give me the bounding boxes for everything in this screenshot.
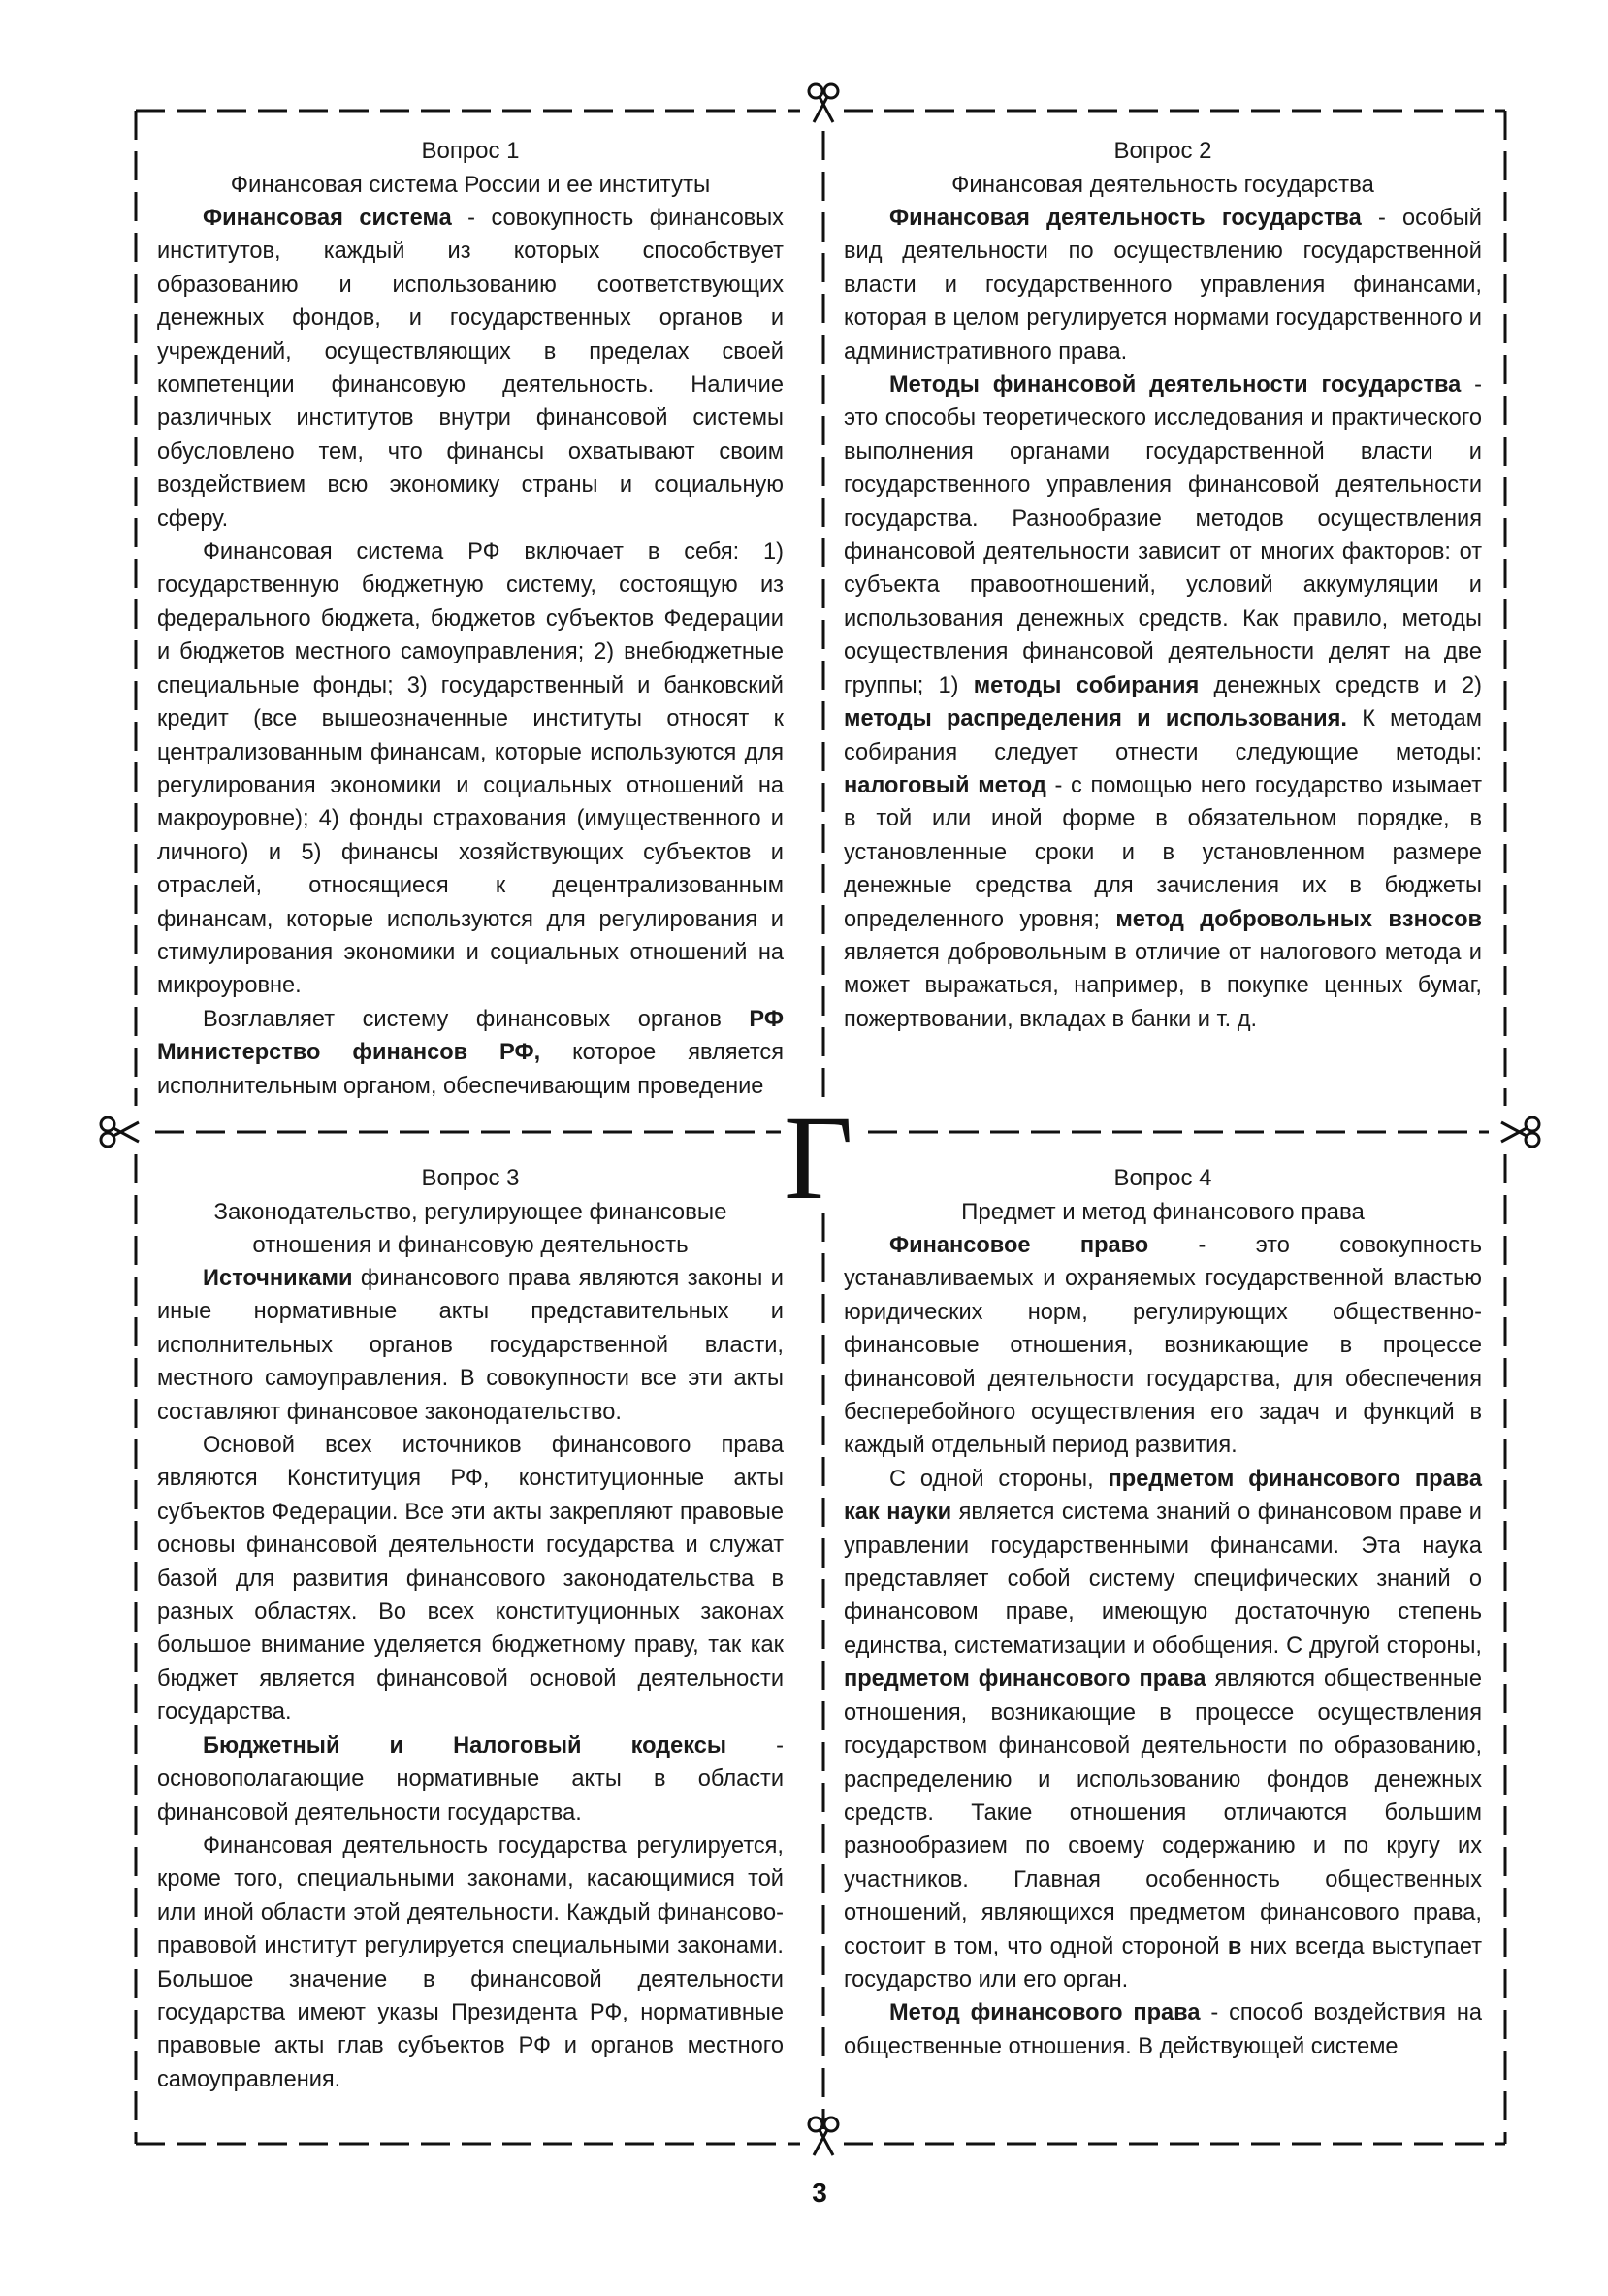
term: РФ Министерство финансов РФ, [157,1006,784,1066]
paragraph [844,1463,1482,1997]
paragraph [844,369,1482,1036]
term: в [1227,1933,1242,1959]
text: Возглавляет систему финансовых органов [203,1006,750,1032]
question-card-2 [844,134,1482,1036]
paragraph [157,1262,784,1429]
question-card-3 [157,1161,784,2096]
paragraph [844,202,1482,369]
paragraph [157,1003,784,1103]
paragraph [157,1730,784,1829]
question-number: Вопрос 2 [1113,138,1212,164]
text: - это совокупность устанавливаемых и охраняемых государственной властью юридических норм, регулирующих общественно-финансовые отношения, возникающие в процессе финансовой деятельности государства, для обеспечения бесперебойного осуществления его задач и функций в каждый отдельный период развития. [844,1233,1482,1459]
term: налоговый метод [844,772,1046,798]
question-title: Финансовая система России и ее институты [230,172,711,198]
text: - способ воздействия на общественные отношения. В действующей системе [844,2000,1482,2059]
term: методы собирания [973,672,1200,698]
term: методы распределения и использования. [844,706,1347,732]
term: Финансовая деятельность государства [889,206,1362,231]
text: - основополагающие нормативные акты в области финансовой деятельности государства. [157,1732,784,1826]
term: предметом финансового права [844,1666,1206,1693]
text: - это способы теоретического исследования и практического выполнения органами государственной власти и государственного управления финансовой деятельности государства. Разнообразие методов осуществления финансовой деятельности зависит от многих факторов: от субъекта правоотношений, условий аккумуляции и использования денежных средств. Как правило, методы осуществления финансовой деятельности делят на две группы; 1) [844,372,1482,698]
question-title: Законодательство, регулирующее финансовые отношения и финансовую деятельность [213,1199,727,1258]
question-card-4 [844,1161,1482,2063]
text: являются общественные отношения, возникающие в процессе осуществления государством финансовой деятельности по образованию, распределению и использованию фондов денежных средств. Такие отношения отличаются большим разнообразием по своему содержанию и по кругу их участников. Главная особенность общественных отношений, являющихся предметом финансового права, состоит в том, что одной стороной [844,1666,1482,1959]
text: является добровольным в отличие от налогового метода и может выражаться, например, в покупке ценных бумаг, пожертвовании, вкладах в банки и т. д. [844,939,1482,1032]
term: Методы финансовой деятельности государства [889,372,1462,399]
question-title: Предмет и метод финансового права [961,1199,1365,1225]
page-number: 3 [812,2178,827,2208]
term: Источниками [203,1266,353,1291]
text: - совокупность финансовых институтов, каждый из которых способствует образованию и использованию соответствующих денежных фондов, и государственных органов и учреждений, осуществляющих в пределах своей компетенции финансовую деятельность. Наличие различных институтов внутри финансовой системы обусловлено тем, что финансы охватывают своим воздействием всю экономику страны и социальную сферу. [157,206,784,532]
text: С одной стороны, [889,1466,1109,1492]
question-number: Вопрос 1 [421,138,520,164]
paragraph [157,202,784,535]
paragraph [844,1996,1482,2063]
text: которое является исполнительным органом, обеспечивающим проведение [157,1040,784,1099]
question-number: Вопрос 4 [1113,1165,1212,1191]
term: предметом финансового права как науки [844,1466,1483,1526]
question-title: Финансовая деятельность государства [951,172,1374,198]
text: К методам собирания следует отнести следующие методы: [844,706,1482,765]
text: - с помощью него государство изымает в той или иной форме в обязательном порядке, в установленные сроки и в установленном размере денежные средства для зачисления их в бюджеты определенного уровня; [844,772,1482,932]
term: Финансовое право [889,1233,1149,1258]
term: Финансовая система [203,206,452,231]
paragraph [844,1229,1482,1463]
section-letter: Г [784,1091,853,1224]
term: Метод финансового права [889,2000,1201,2026]
text: является система знаний о финансовом праве и управлении государственными финансами. Эта наука представляет собой систему специфических знаний о финансовом праве, имеющую достаточную степень единства, систематизации и обобщения. С другой стороны, [844,1500,1482,1659]
paragraph: Основой всех источников финансового права являются Конституция РФ, конституционные акты субъектов Федерации. Все эти акты закрепляют правовые основы финансовой деятельности государства и служат базой для развития финансового законодательства в разных областях. Во всех конституционных законах большое внимание уделяется бюджетному праву, так как бюджет является финансовой основой деятельности государства. [157,1433,784,1726]
question-number: Вопрос 3 [421,1165,520,1191]
text: них всегда выступает государство или его орган. [844,1933,1483,1992]
question-card-1 [157,134,784,1103]
text: денежных средств и 2) [1199,672,1482,698]
paragraph: Финансовая система РФ включает в себя: 1) государственную бюджетную систему, состоящую из федерального бюджета, бюджетов субъектов Федерации и бюджетов местного самоуправления; 2) внебюджетные специальные фонды; 3) государственный и банковский кредит (все вышеозначенные институты относят к централизованным финансам, которые используются для регулирования экономики и социальных отношений на макроуровне); 4) фонды страхования (имущественного и личного) и 5) финансы хозяйствующих субъектов и отраслей, относящиеся к децентрализованным финансам, которые используются для регулирования и стимулирования экономики и социальных отношений на микроуровне. [157,539,784,999]
text: финансового права являются законы и иные нормативные акты представительных и исполнительных органов государственной власти, местного самоуправления. В совокупности все эти акты составляют финансовое законодательство. [157,1266,784,1425]
term: Бюджетный и Налоговый кодексы [203,1732,727,1759]
text: - особый вид деятельности по осуществлению государственной власти и государственного управления финансами, которая в целом регулируется нормами государственного и административного права. [844,206,1482,365]
term: метод добровольных взносов [1115,906,1482,932]
paragraph: Финансовая деятельность государства регулируется, кроме того, специальными законами, касающимися той или иной области этой деятельности. Каждый финансово-правовой институт регулируется специальными законами. Большое значение в финансовой деятельности государства имеют указы Президента РФ, нормативные правовые акты глав субъектов РФ и органов местного самоуправления. [157,1832,784,2092]
